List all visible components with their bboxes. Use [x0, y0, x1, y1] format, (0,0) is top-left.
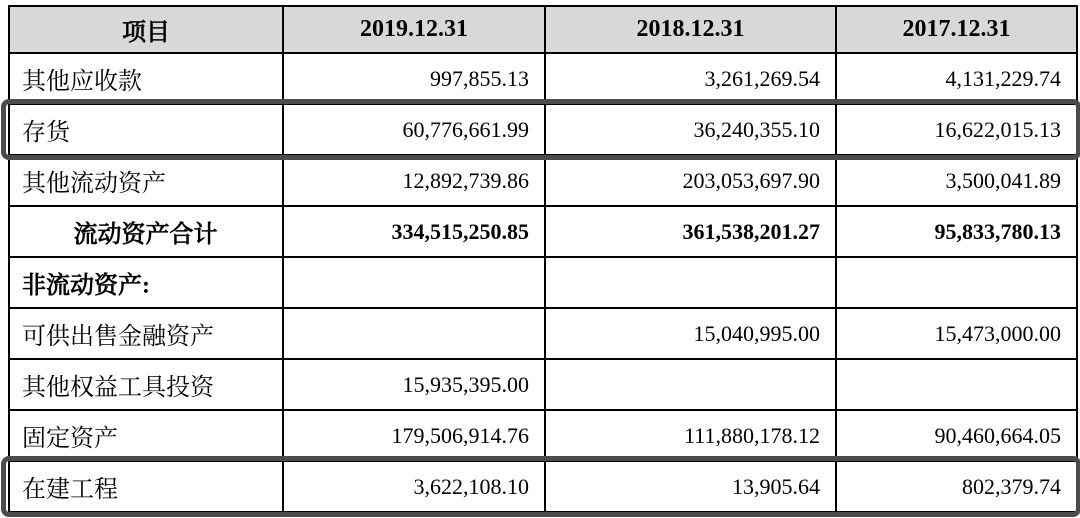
value-cell — [283, 308, 545, 359]
column-header-item: 项目 — [9, 6, 283, 53]
value-cell: 3,622,108.10 — [283, 461, 545, 512]
value-cell: 203,053,697.90 — [545, 155, 836, 206]
table-row-afs-financial-assets — [9, 308, 1077, 359]
value-cell: 4,131,229.74 — [836, 53, 1077, 104]
value-cell: 13,905.64 — [545, 461, 836, 512]
item-cell: 流动资产合计 — [9, 206, 283, 257]
value-cell: 361,538,201.27 — [545, 206, 836, 257]
table-row-construction-in-progress — [9, 461, 1077, 512]
item-cell: 其他流动资产 — [9, 155, 283, 206]
table-row-total-current-assets — [9, 206, 1077, 257]
value-cell: 111,880,178.12 — [545, 410, 836, 461]
value-cell: 15,473,000.00 — [836, 308, 1077, 359]
item-cell: 其他权益工具投资 — [9, 359, 283, 410]
value-cell: 15,935,395.00 — [283, 359, 545, 410]
header-row — [9, 6, 1077, 53]
table-row-noncurrent-assets-section — [9, 257, 1077, 308]
item-cell: 在建工程 — [9, 461, 283, 512]
value-cell: 15,040,995.00 — [545, 308, 836, 359]
column-header-2017: 2017.12.31 — [836, 6, 1077, 53]
value-cell — [836, 257, 1077, 308]
value-cell: 179,506,914.76 — [283, 410, 545, 461]
table-header — [9, 6, 1077, 53]
value-cell: 90,460,664.05 — [836, 410, 1077, 461]
value-cell — [545, 257, 836, 308]
item-cell: 固定资产 — [9, 410, 283, 461]
value-cell: 12,892,739.86 — [283, 155, 545, 206]
value-cell — [283, 257, 545, 308]
column-header-2018: 2018.12.31 — [545, 6, 836, 53]
value-cell: 3,261,269.54 — [545, 53, 836, 104]
value-cell: 997,855.13 — [283, 53, 545, 104]
value-cell: 95,833,780.13 — [836, 206, 1077, 257]
table-body — [9, 53, 1077, 512]
table-row-inventory — [9, 104, 1077, 155]
value-cell: 60,776,661.99 — [283, 104, 545, 155]
table-row-fixed-assets — [9, 410, 1077, 461]
value-cell: 802,379.74 — [836, 461, 1077, 512]
item-cell: 其他应收款 — [9, 53, 283, 104]
table-row-other-equity-investments — [9, 359, 1077, 410]
value-cell: 36,240,355.10 — [545, 104, 836, 155]
value-cell — [545, 359, 836, 410]
table-row-other-receivables — [9, 53, 1077, 104]
column-header-2019: 2019.12.31 — [283, 6, 545, 53]
value-cell: 334,515,250.85 — [283, 206, 545, 257]
financial-table — [8, 5, 1078, 513]
value-cell — [836, 359, 1077, 410]
item-cell: 非流动资产: — [9, 257, 283, 308]
value-cell: 16,622,015.13 — [836, 104, 1077, 155]
value-cell: 3,500,041.89 — [836, 155, 1077, 206]
item-cell: 存货 — [9, 104, 283, 155]
table-row-other-current-assets — [9, 155, 1077, 206]
item-cell: 可供出售金融资产 — [9, 308, 283, 359]
